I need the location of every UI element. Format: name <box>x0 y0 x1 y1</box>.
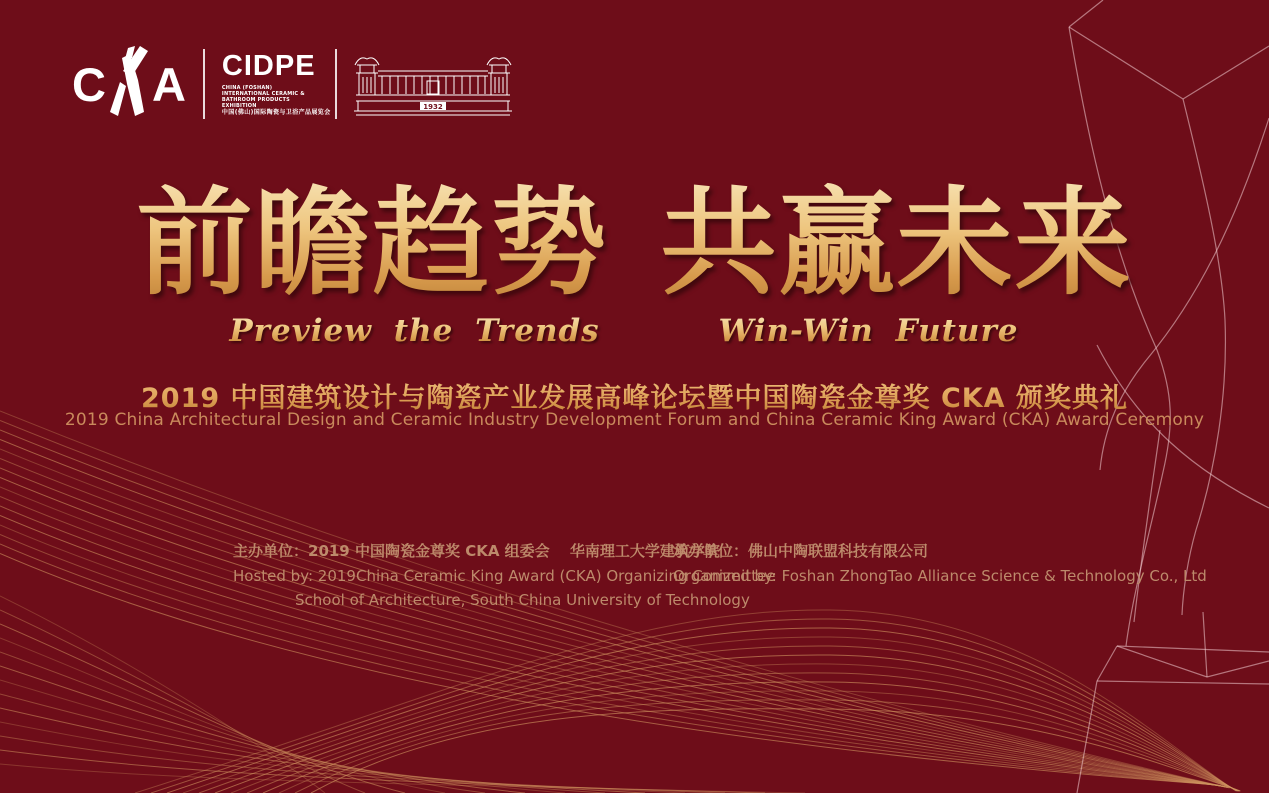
organizer-line-en: Organized by: Foshan ZhongTao Alliance Science & Technology Co., Ltd <box>673 566 1207 585</box>
title-right-zh: 共赢未来 <box>661 168 1133 319</box>
host-line-en2: School of Architecture, South China University of Technology <box>295 591 750 609</box>
cidpe-wordmark: CIDPE <box>221 49 316 82</box>
cka-letter-a: A <box>151 57 186 111</box>
building-year-label: 1932 <box>423 103 443 111</box>
organizer-credits <box>673 539 1207 588</box>
logo-divider <box>203 49 205 119</box>
host-line-en1: Hosted by: 2019China Ceramic King Award (CKA) Organizing Committee <box>233 566 776 585</box>
organizer-line-zh: 承办单位：佛山中陶联盟科技有限公司 <box>673 542 929 560</box>
title-left-en: Preview the Trends <box>179 313 651 349</box>
cka-ribbon-figure-icon <box>108 46 150 122</box>
main-title <box>0 168 1269 349</box>
cidpe-logo <box>221 49 331 117</box>
subtitle-en: 2019 China Architectural Design and Ceramic Industry Development Forum and China Ceramic King Award (CKA) Award Ceremony <box>64 410 1205 430</box>
logo-bar <box>72 44 512 124</box>
title-left-zh: 前瞻趋势 <box>137 168 609 319</box>
building-1932-illustration <box>354 49 512 119</box>
cka-logo <box>72 46 186 122</box>
cidpe-caption-en: CHINA (FOSHAN) INTERNATIONAL CERAMIC & BATHROOM PRODUCTS EXHIBITION <box>221 84 305 109</box>
cka-letter-c: C <box>72 57 106 111</box>
title-right-group <box>661 168 1133 349</box>
logo-divider <box>335 49 337 119</box>
title-left-group <box>137 168 609 349</box>
host-line-zh: 主办单位：2019 中国陶瓷金尊奖 CKA 组委会 华南理工大学建筑学院 <box>233 542 720 560</box>
cidpe-caption-zh: 中国(佛山)国际陶瓷与卫浴产品展览会 <box>221 108 331 116</box>
title-right-en: Win-Win Future <box>633 313 1105 349</box>
subtitle-zh: 2019 中国建筑设计与陶瓷产业发展高峰论坛暨中国陶瓷金尊奖 CKA 颁奖典礼 <box>0 376 1269 415</box>
